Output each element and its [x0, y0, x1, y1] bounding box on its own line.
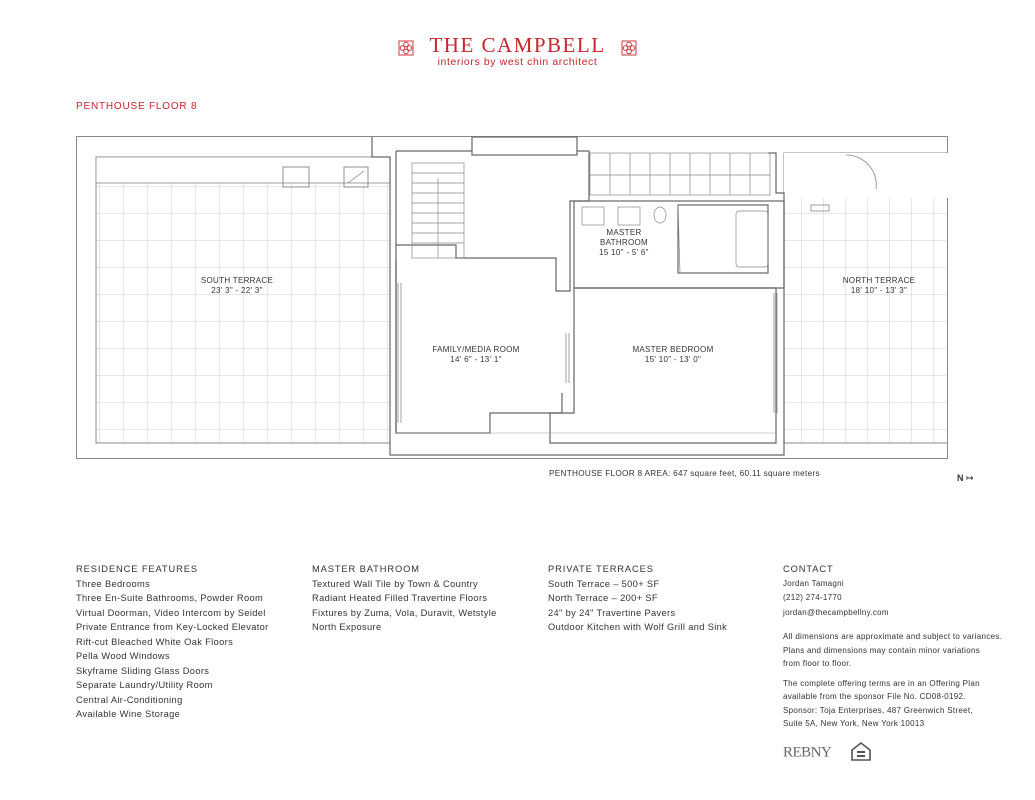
list-item: Three En-Suite Bathrooms, Powder Room — [76, 593, 264, 603]
disclaimer-line: The complete offering terms are in an Offering Plan — [783, 678, 980, 688]
contact-section — [783, 562, 1002, 731]
room-label-master-bedroom — [613, 345, 733, 365]
room-name: MASTER BEDROOM — [632, 345, 714, 354]
north-terrace-area — [784, 153, 948, 443]
list-item: North Exposure — [312, 622, 382, 632]
bathroom-list — [312, 577, 497, 635]
list-item: North Terrace – 200+ SF — [548, 593, 658, 603]
room-label-master-bathroom — [579, 228, 669, 258]
room-label-south-terrace — [182, 276, 292, 296]
north-indicator — [957, 473, 974, 484]
list-item: Virtual Doorman, Video Intercom by Seidel — [76, 607, 266, 618]
room-label-north-terrace — [824, 276, 934, 296]
list-item: Outdoor Kitchen with Wolf Grill and Sink — [548, 622, 728, 632]
private-terraces — [548, 562, 727, 635]
south-terrace-area — [96, 157, 390, 443]
residence-features — [76, 562, 269, 722]
list-item: Textured Wall Tile by Town & Country — [312, 578, 479, 589]
floor-plan — [76, 133, 948, 463]
list-item: Three Bedrooms — [76, 578, 151, 589]
list-item: Skyframe Sliding Glass Doors — [76, 665, 210, 676]
room-name: MASTER — [606, 228, 642, 237]
floor-label: PENTHOUSE FLOOR 8 — [76, 101, 198, 112]
disclaimer-line: All dimensions are approximate and subject to variances. — [783, 632, 1003, 641]
list-item: Pella Wood Windows — [76, 651, 170, 661]
floor-plan-drawing — [76, 133, 948, 463]
list-item: Separate Laundry/Utility Room — [76, 680, 213, 690]
contact-email[interactable]: jordan@thecampbellny.com — [783, 607, 889, 617]
room-dims: 15' 10" - 13' 0" — [644, 355, 702, 364]
north-arrow-icon: ↦ — [966, 473, 974, 483]
list-item: Fixtures by Zuma, Vola, Duravit, Wetstyle — [312, 607, 497, 618]
room-name: BATHROOM — [599, 238, 649, 247]
list-item: Private Entrance from Key-Locked Elevator — [76, 622, 269, 632]
features-list — [76, 577, 269, 722]
features-heading: RESIDENCE FEATURES — [76, 564, 198, 574]
floor-area-text: PENTHOUSE FLOOR 8 AREA: 647 square feet, 60.11 square meters — [549, 469, 820, 478]
equal-housing-icon — [850, 740, 872, 764]
master-bathroom-features — [312, 562, 497, 635]
terraces-list — [548, 577, 727, 635]
disclaimer-line: Sponsor: Toja Enterprises, 487 Greenwich Street, — [783, 705, 973, 715]
room-dims: 14' 6" - 13' 1" — [450, 355, 502, 364]
disclaimer-line: from floor to floor. — [783, 659, 852, 668]
room-dims: 15 10" - 5' 6" — [599, 248, 649, 257]
dimensions-disclaimer — [783, 630, 1002, 671]
offering-disclaimer — [783, 677, 1002, 731]
list-item: South Terrace – 500+ SF — [548, 578, 660, 589]
room-name: SOUTH TERRACE — [200, 276, 274, 285]
list-item: Available Wine Storage — [76, 709, 181, 719]
list-item: Radiant Heated Filled Travertine Floors — [312, 593, 488, 603]
rebny-logo: REBNY — [783, 744, 832, 761]
brand-header — [0, 33, 1035, 68]
contact-phone[interactable]: (212) 274-1770 — [783, 593, 842, 602]
disclaimer-line: available from the sponsor File No. CD08-0192. — [783, 692, 966, 701]
contact-heading: CONTACT — [783, 564, 834, 574]
contact-name: Jordan Tamagni — [783, 578, 844, 588]
floral-motif-icon — [398, 40, 414, 56]
bath-stairs — [590, 153, 770, 195]
room-name: FAMILY/MEDIA ROOM — [432, 345, 520, 354]
room-name: NORTH TERRACE — [842, 276, 916, 285]
room-label-family-room — [411, 345, 541, 365]
staircase — [412, 163, 464, 258]
terraces-heading: PRIVATE TERRACES — [548, 564, 654, 574]
north-label: N — [957, 473, 964, 483]
list-item: 24" by 24" Travertine Pavers — [548, 607, 676, 618]
list-item: Rift-cut Bleached White Oak Floors — [76, 636, 234, 647]
footer-logos — [783, 740, 872, 764]
bathroom-heading: MASTER BATHROOM — [312, 564, 420, 574]
room-dims: 18' 10" - 13' 3" — [850, 286, 908, 295]
brand-subtitle: interiors by west chin architect — [437, 56, 598, 68]
disclaimer-line: Plans and dimensions may contain minor variations — [783, 645, 981, 655]
floral-motif-icon — [621, 40, 637, 56]
disclaimer-line: Suite 5A, New York, New York 10013 — [783, 719, 925, 728]
room-dims: 23' 3" - 22' 3" — [211, 286, 263, 295]
brand-title: THE CAMPBELL — [429, 33, 606, 57]
list-item: Central Air-Conditioning — [76, 694, 183, 705]
